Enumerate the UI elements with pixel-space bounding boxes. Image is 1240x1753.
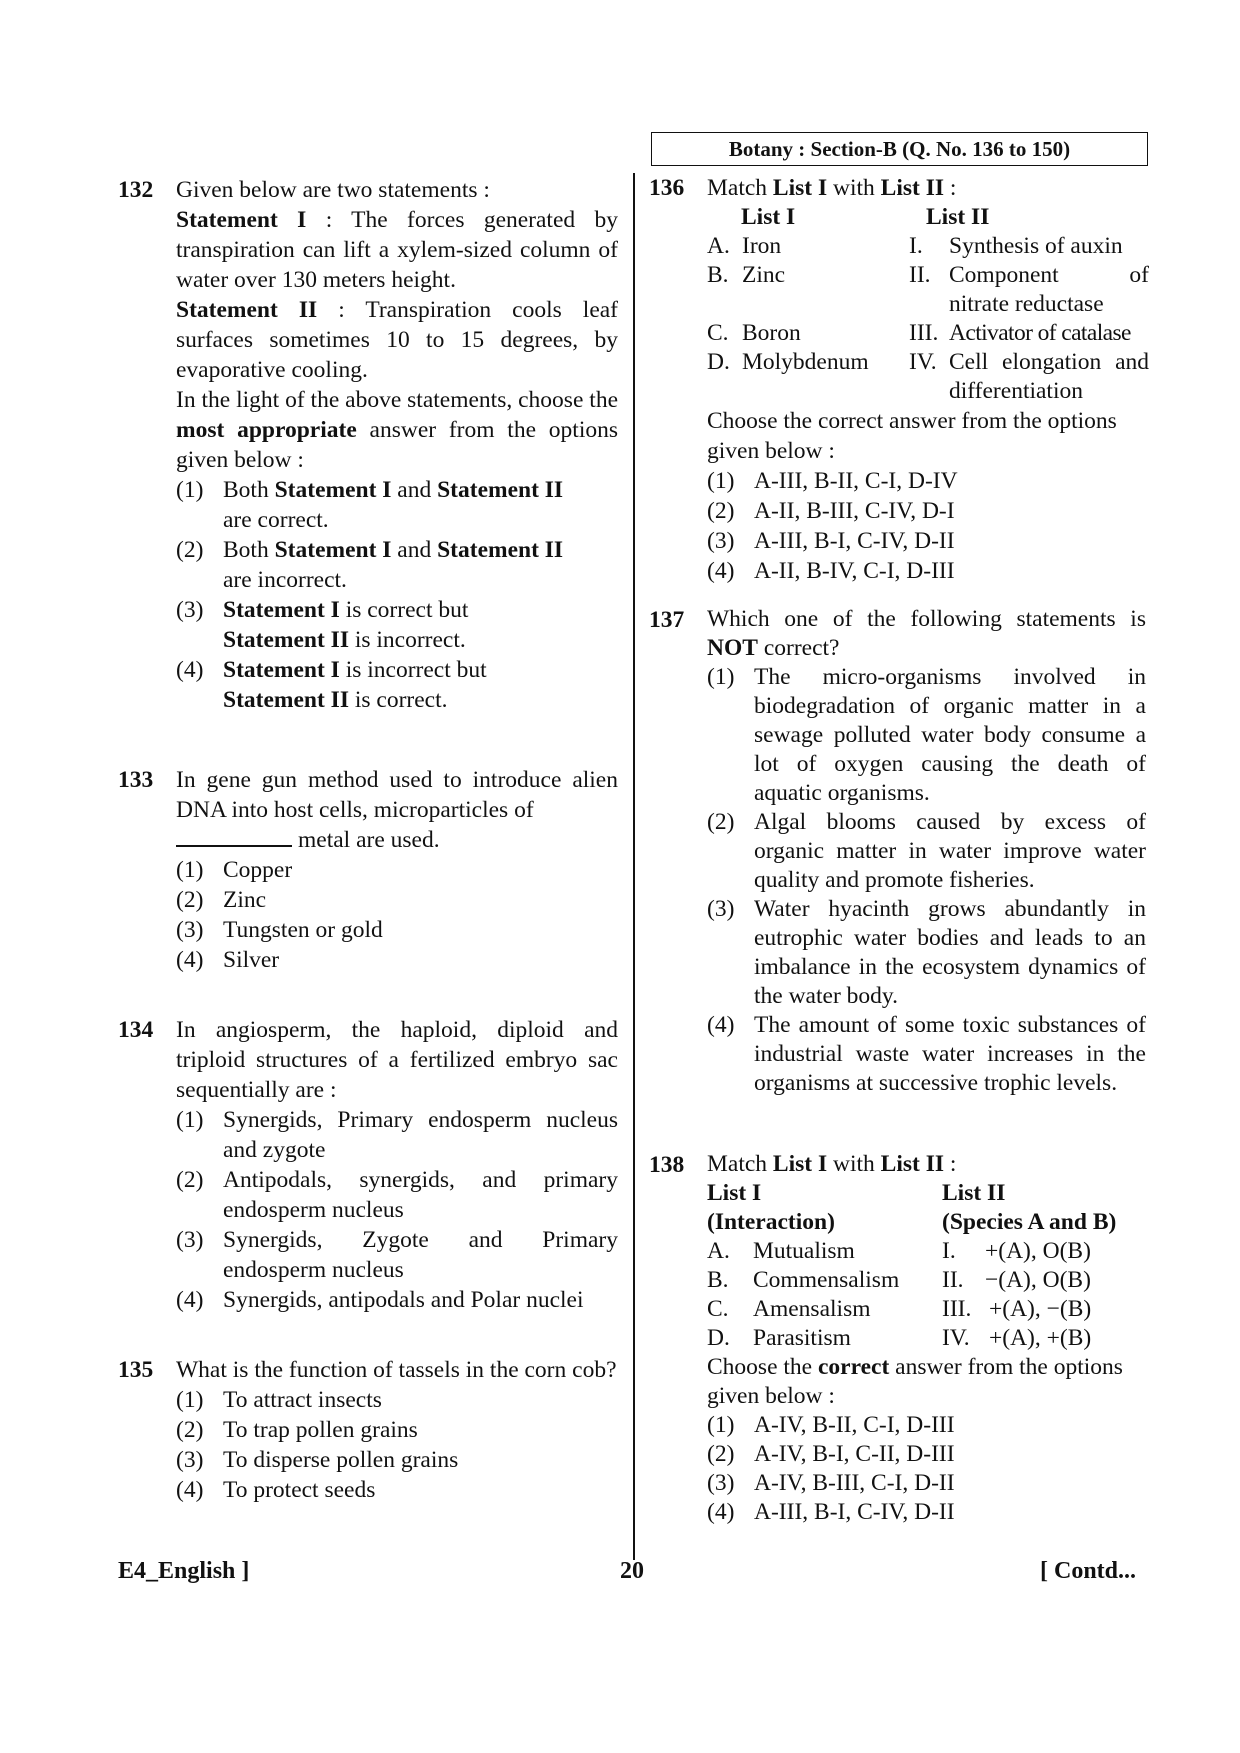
question-number: 135: [118, 1357, 154, 1383]
option-1: (1) A-IV, B-II, C-I, D-III: [707, 1412, 955, 1438]
question-intro: Given below are two statements :: [176, 177, 490, 203]
answer-blank: [176, 827, 292, 847]
question-132: [118, 175, 618, 715]
option-3: (3) A-III, B-I, C-IV, D-II: [707, 528, 955, 554]
option-1: (1) Synergids, Primary endosperm nucleus and zygote: [176, 1107, 618, 1163]
question-text: In angiosperm, the haploid, diploid and triploid structures of a fertilized embryo sac sequentially are :: [176, 1017, 618, 1103]
question-text: Which one of the following statements is NOT correct?: [707, 606, 1146, 661]
question-instruction: Choose the correct answer from the options given below :: [707, 1354, 1123, 1409]
question-136: [649, 173, 1149, 586]
statement-2: Statement II : Transpiration cools leaf surfaces sometimes 10 to 15 degrees, by evaporative cooling.: [176, 297, 619, 383]
question-number: 137: [649, 607, 685, 633]
question-number: 133: [118, 767, 154, 793]
match-rows: [707, 232, 1149, 406]
question-number: 132: [118, 177, 154, 203]
table-row: B. Zinc II. Component of nitrate reductase: [707, 262, 1149, 317]
table-row: D. Molybdenum IV. Cell elongation and differentiation: [707, 349, 1149, 404]
footer-right: [ Contd...: [1040, 1558, 1137, 1584]
option-4: (4) Synergids, antipodals and Polar nuclei: [176, 1287, 584, 1313]
match-table: [707, 1179, 1146, 1353]
question-text: Match List I with List II :: [707, 1151, 957, 1177]
option-3: (3) Statement I is correct but Statement II is incorrect.: [176, 597, 469, 653]
table-row: C. Amensalism III. +(A), −(B): [707, 1296, 1092, 1322]
statement-1: Statement I : The forces generated by transpiration can lift a xylem-sized column of water over 130 meters height.: [176, 207, 619, 293]
question-134: [118, 1015, 618, 1315]
question-138: [649, 1150, 1146, 1527]
table-row: C. Boron III. Activator of catalase: [707, 320, 1131, 346]
option-4: (4) Silver: [176, 947, 280, 973]
option-3: (3) Water hyacinth grows abundantly in eutrophic water bodies and leads to an imbalance in the ecosystem dynamics of the water body.: [707, 896, 1146, 1009]
question-number: 134: [118, 1017, 154, 1043]
question-number: 136: [649, 175, 685, 201]
option-1: (1) Copper: [176, 857, 293, 883]
option-4: (4) To protect seeds: [176, 1477, 376, 1503]
option-2: (2) Algal blooms caused by excess of organic matter in water improve water quality and promote fisheries.: [707, 809, 1146, 893]
match-table: [741, 203, 1161, 232]
option-3: (3) Tungsten or gold: [176, 917, 383, 943]
option-4: (4) A-II, B-IV, C-I, D-III: [707, 558, 955, 584]
option-2: (2) Antipodals, synergids, and primary endosperm nucleus: [176, 1167, 618, 1223]
option-2: (2) A-II, B-III, C-IV, D-I: [707, 498, 955, 524]
option-2: (2) To trap pollen grains: [176, 1417, 418, 1443]
table-header: List I List II: [707, 1180, 1006, 1206]
footer-left: E4_English ]: [118, 1558, 250, 1584]
section-header: Botany : Section-B (Q. No. 136 to 150): [651, 132, 1148, 166]
option-3: (3) Synergids, Zygote and Primary endosperm nucleus: [176, 1227, 618, 1283]
option-2: (2) Zinc: [176, 887, 267, 913]
option-3: (3) To disperse pollen grains: [176, 1447, 459, 1473]
column-divider: [633, 173, 635, 1560]
option-1: (1) A-III, B-II, C-I, D-IV: [707, 468, 958, 494]
question-text: What is the function of tassels in the corn cob?: [176, 1357, 617, 1383]
option-1: (1) Both Statement I and Statement II are correct.: [176, 477, 564, 533]
option-2: (2) A-IV, B-I, C-II, D-III: [707, 1441, 955, 1467]
table-row: A. Iron I. Synthesis of auxin: [707, 233, 1123, 259]
question-instruction: In the light of the above statements, choose the most appropriate answer from the options given below :: [176, 387, 618, 473]
question-137: [649, 605, 1146, 1098]
table-row: D. Parasitism IV. +(A), +(B): [707, 1325, 1092, 1351]
option-3: (3) A-IV, B-III, C-I, D-II: [707, 1470, 955, 1496]
table-row: B. Commensalism II. −(A), O(B): [707, 1267, 1091, 1293]
page-number: 20: [620, 1558, 644, 1584]
question-instruction: Choose the correct answer from the options given below :: [707, 408, 1117, 464]
option-2: (2) Both Statement I and Statement II are incorrect.: [176, 537, 564, 593]
table-header: (Interaction) (Species A and B): [707, 1209, 1117, 1235]
question-number: 138: [649, 1152, 685, 1178]
option-4: (4) A-III, B-I, C-IV, D-II: [707, 1499, 955, 1525]
option-1: (1) The micro-organisms involved in biodegradation of organic matter in a sewage polluted water body consume a lot of oxygen causing the death of aquatic organisms.: [707, 664, 1146, 806]
question-133: [118, 765, 618, 975]
question-text: Match List I with List II :: [707, 175, 957, 201]
option-4: (4) Statement I is incorrect but Statement II is correct.: [176, 657, 487, 713]
option-1: (1) To attract insects: [176, 1387, 382, 1413]
table-header: List I List II: [741, 204, 990, 230]
table-row: A. Mutualism I. +(A), O(B): [707, 1238, 1091, 1264]
question-135: [118, 1355, 618, 1505]
question-text: In gene gun method used to introduce alien DNA into host cells, microparticles of metal are used.: [176, 767, 618, 853]
option-4: (4) The amount of some toxic substances of industrial waste water increases in the organisms at successive trophic levels.: [707, 1012, 1146, 1096]
